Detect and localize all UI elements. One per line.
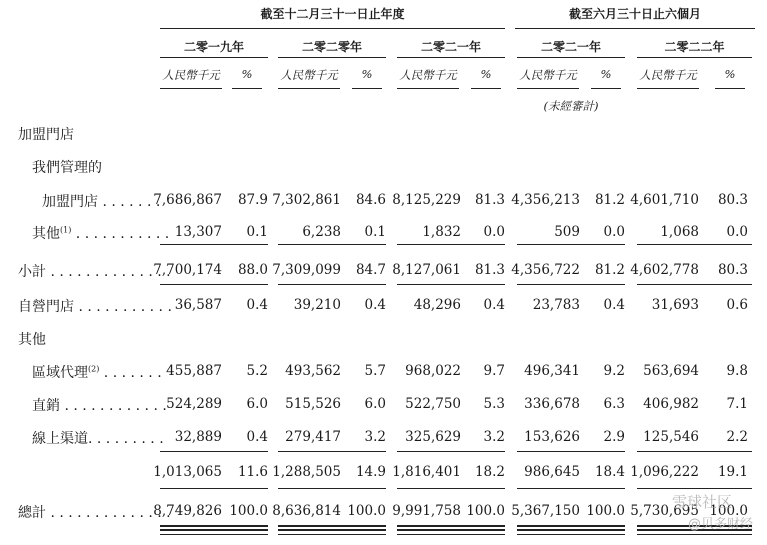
row-label: 加盟門店 . . . . . . . <box>42 194 161 210</box>
percent-cell: 84.6 <box>355 192 386 208</box>
row-rule <box>517 451 625 452</box>
amount-cell: 493,562 <box>285 363 341 379</box>
percent-cell: 81.3 <box>474 262 505 278</box>
row-rule <box>397 244 505 245</box>
amount-cell: 7,302,861 <box>272 192 341 208</box>
unit-rule <box>517 88 579 89</box>
percent-cell: 2.9 <box>603 429 625 445</box>
amount-cell: 325,629 <box>405 429 461 445</box>
amount-cell: 5,730,695 <box>630 503 699 519</box>
row-rule <box>397 488 505 489</box>
amount-cell: 1,288,505 <box>272 464 341 480</box>
percent-cell: 81.3 <box>474 192 505 208</box>
percent-cell: 100.0 <box>466 503 505 519</box>
percent-cell: 9.8 <box>726 363 748 379</box>
percent-cell: 18.4 <box>594 464 625 480</box>
unit-rule <box>591 88 621 89</box>
percent-cell: 100.0 <box>586 503 625 519</box>
amount-cell: 1,068 <box>660 224 699 240</box>
amount-cell: 563,694 <box>643 363 699 379</box>
amount-cell: 522,750 <box>405 396 461 412</box>
unit-rule <box>232 88 262 89</box>
amount-cell: 1,096,222 <box>630 464 699 480</box>
percent-cell: 100.0 <box>347 503 386 519</box>
row-rule <box>637 244 752 245</box>
percent-cell: 6.0 <box>246 396 268 412</box>
footnote-marker: (2) <box>88 364 100 374</box>
percent-cell: 6.3 <box>603 396 625 412</box>
rule <box>637 57 752 58</box>
row-rule <box>160 451 268 452</box>
amount-cell: 13,307 <box>174 224 222 240</box>
amount-cell: 7,309,099 <box>272 262 341 278</box>
row-rule <box>278 451 386 452</box>
percent-cell: 3.2 <box>483 429 505 445</box>
percent-cell: 81.2 <box>594 192 625 208</box>
column-header: 二零二零年 <box>301 40 362 54</box>
header-rule <box>160 28 505 29</box>
amount-cell: 9,991,758 <box>392 503 461 519</box>
percent-cell: 18.2 <box>474 464 505 480</box>
column-header: 二零二一年 <box>420 40 481 54</box>
row-label: 加盟門店 <box>18 127 74 143</box>
amount-cell: 31,693 <box>651 297 699 313</box>
total-rule <box>397 534 505 535</box>
rule <box>160 57 268 58</box>
unit-amount-label: 人民幣千元 <box>519 68 577 82</box>
percent-cell: 100.0 <box>709 503 748 519</box>
rule <box>397 57 505 58</box>
amount-cell: 5,367,150 <box>511 503 580 519</box>
unit-rule <box>278 88 340 89</box>
row-label: 其他 <box>18 332 46 348</box>
percent-cell: 6.0 <box>364 396 386 412</box>
percent-cell: 2.2 <box>726 429 748 445</box>
total-double-rule <box>397 525 505 531</box>
watermark-line1: 雪球社区 <box>672 493 733 511</box>
unit-amount-label: 人民幣千元 <box>280 68 338 82</box>
percent-cell: 5.7 <box>364 363 386 379</box>
amount-cell: 4,601,710 <box>630 192 699 208</box>
row-rule <box>637 284 752 285</box>
row-label: 我們管理的 <box>32 160 102 176</box>
amount-cell: 153,626 <box>524 429 580 445</box>
column-header: 二零二二年 <box>664 40 725 54</box>
row-rule <box>160 488 268 489</box>
unit-rule <box>637 88 699 89</box>
period-six-header: 截至六月三十日止六個月 <box>568 7 701 21</box>
percent-cell: 84.7 <box>355 262 386 278</box>
percent-cell: 0.0 <box>603 224 625 240</box>
amount-cell: 1,013,065 <box>153 464 222 480</box>
amount-cell: 279,417 <box>285 429 341 445</box>
percent-cell: 9.7 <box>483 363 505 379</box>
amount-cell: 509 <box>554 224 580 240</box>
total-rule <box>160 534 268 535</box>
footnote-marker: (1) <box>60 225 72 235</box>
unit-amount-label: 人民幣千元 <box>399 68 457 82</box>
column-header: 二零二一年 <box>540 40 601 54</box>
percent-cell: 100.0 <box>229 503 268 519</box>
unit-rule <box>160 88 222 89</box>
unit-percent-label: % <box>241 67 253 81</box>
amount-cell: 8,127,061 <box>392 262 461 278</box>
amount-cell: 968,022 <box>405 363 461 379</box>
unit-percent-label: % <box>600 67 612 81</box>
percent-cell: 80.3 <box>717 192 748 208</box>
unit-rule <box>715 88 745 89</box>
unit-percent-label: % <box>724 67 736 81</box>
amount-cell: 23,783 <box>532 297 580 313</box>
amount-cell: 7,686,867 <box>153 192 222 208</box>
header-rule <box>515 28 755 29</box>
amount-cell: 48,296 <box>413 297 461 313</box>
row-rule <box>397 451 505 452</box>
period-year-header: 截至十二月三十一日止年度 <box>260 7 405 21</box>
percent-cell: 0.6 <box>726 297 748 313</box>
amount-cell: 496,341 <box>524 363 580 379</box>
percent-cell: 0.1 <box>246 224 268 240</box>
amount-cell: 1,832 <box>422 224 461 240</box>
row-label: 其他$^{(1)}$ . . . . . . . . . . . <box>32 225 170 242</box>
amount-cell: 524,289 <box>166 396 222 412</box>
amount-cell: 8,636,814 <box>272 503 341 519</box>
amount-cell: 515,526 <box>285 396 341 412</box>
percent-cell: 0.4 <box>364 297 386 313</box>
percent-cell: 5.2 <box>246 363 268 379</box>
percent-cell: 5.3 <box>483 396 505 412</box>
percent-cell: 19.1 <box>717 464 748 480</box>
row-rule <box>517 244 625 245</box>
row-rule <box>517 284 625 285</box>
row-rule <box>160 284 268 285</box>
percent-cell: 81.2 <box>594 262 625 278</box>
amount-cell: 455,887 <box>166 363 222 379</box>
row-rule <box>637 451 752 452</box>
amount-cell: 125,546 <box>643 429 699 445</box>
unit-percent-label: % <box>361 67 373 81</box>
row-rule <box>160 244 268 245</box>
row-rule <box>278 244 386 245</box>
percent-cell: 0.4 <box>246 297 268 313</box>
amount-cell: 36,587 <box>174 297 222 313</box>
percent-cell: 11.6 <box>237 464 268 480</box>
unit-rule <box>397 88 459 89</box>
row-label: 自營門店 . . . . . . . . . . . <box>18 299 172 315</box>
total-rule <box>517 534 625 535</box>
total-double-rule <box>517 525 625 531</box>
amount-cell: 4,356,722 <box>511 262 580 278</box>
percent-cell: 88.0 <box>237 262 268 278</box>
row-label: 小計 . . . . . . . . . . . . . . <box>18 264 171 280</box>
total-rule <box>637 534 752 535</box>
amount-cell: 406,982 <box>643 396 699 412</box>
percent-cell: 0.4 <box>246 429 268 445</box>
watermark-line2: @贝多财经 <box>688 517 754 532</box>
amount-cell: 4,602,778 <box>630 262 699 278</box>
amount-cell: 8,125,229 <box>392 192 461 208</box>
row-label: 直銷 . . . . . . . . . . . . <box>32 398 167 414</box>
amount-cell: 7,700,174 <box>153 262 222 278</box>
percent-cell: 0.4 <box>483 297 505 313</box>
row-label: 總計 . . . . . . . . . . . . . . <box>18 505 171 521</box>
amount-cell: 39,210 <box>293 297 341 313</box>
percent-cell: 0.4 <box>603 297 625 313</box>
amount-cell: 986,645 <box>524 464 580 480</box>
amount-cell: 336,678 <box>524 396 580 412</box>
unit-rule <box>471 88 501 89</box>
percent-cell: 0.1 <box>364 224 386 240</box>
row-rule <box>517 488 625 489</box>
rule <box>278 57 386 58</box>
amount-cell: 6,238 <box>302 224 341 240</box>
row-label: 線上渠道. . . . . . . . . <box>32 431 164 447</box>
percent-cell: 3.2 <box>364 429 386 445</box>
row-rule <box>637 488 752 489</box>
unit-percent-label: % <box>480 67 492 81</box>
percent-cell: 14.9 <box>355 464 386 480</box>
row-rule <box>278 488 386 489</box>
column-header: 二零一九年 <box>183 40 244 54</box>
total-double-rule <box>278 525 386 531</box>
row-rule <box>397 284 505 285</box>
row-rule <box>278 284 386 285</box>
percent-cell: 0.0 <box>726 224 748 240</box>
total-double-rule <box>160 525 268 531</box>
amount-cell: 1,816,401 <box>392 464 461 480</box>
percent-cell: 9.2 <box>603 363 625 379</box>
unit-rule <box>352 88 382 89</box>
row-label: 區域代理$^{(2)}$ . . . . . . . <box>32 364 162 381</box>
percent-cell: 80.3 <box>717 262 748 278</box>
amount-cell: 32,889 <box>174 429 222 445</box>
percent-cell: 0.0 <box>483 224 505 240</box>
unit-amount-label: 人民幣千元 <box>162 68 220 82</box>
unit-amount-label: 人民幣千元 <box>639 68 697 82</box>
percent-cell: 7.1 <box>726 396 748 412</box>
unaudited-note: (未經審計) <box>543 99 599 113</box>
percent-cell: 87.9 <box>237 192 268 208</box>
total-rule <box>278 534 386 535</box>
amount-cell: 8,749,826 <box>153 503 222 519</box>
rule <box>517 57 625 58</box>
amount-cell: 4,356,213 <box>511 192 580 208</box>
